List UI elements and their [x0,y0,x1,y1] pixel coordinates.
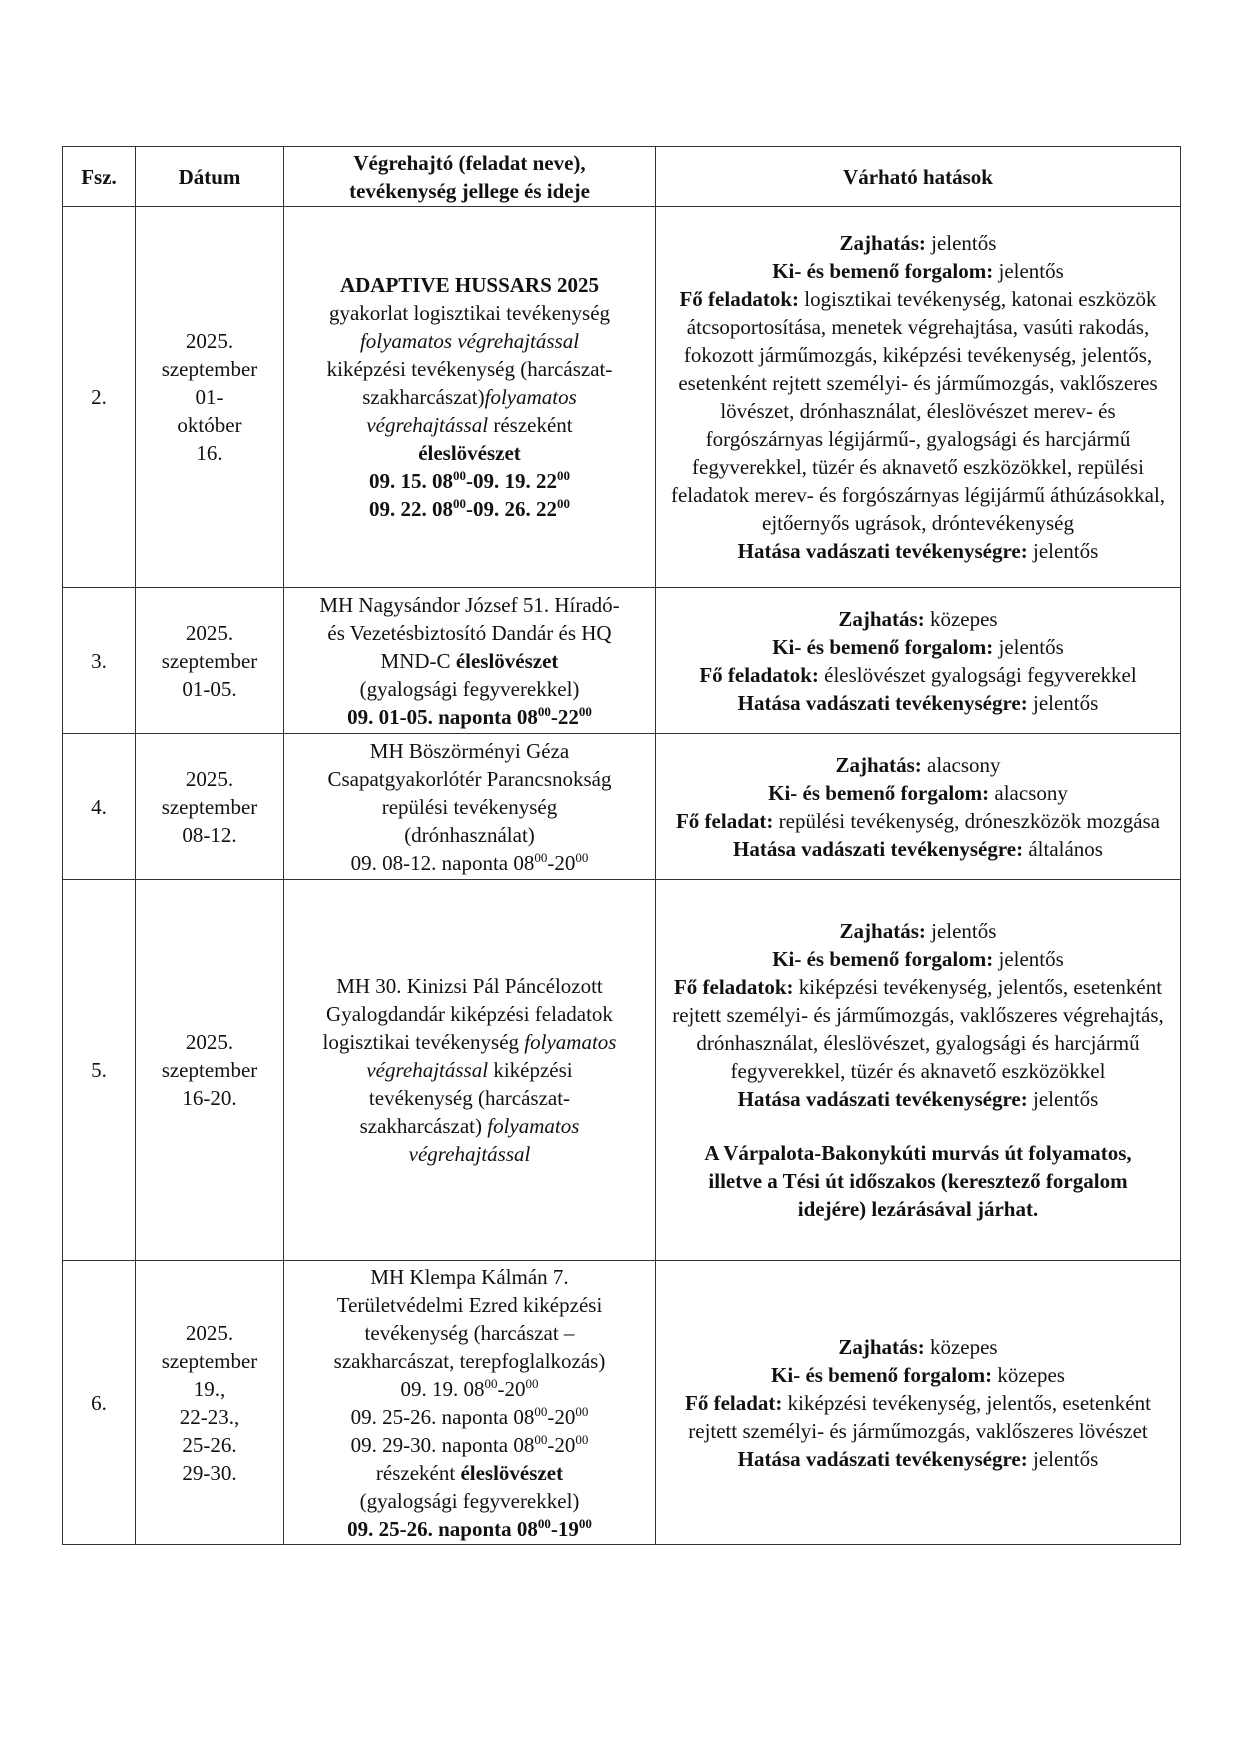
exec-time [288,1431,651,1459]
exec-text: -19 [550,1516,579,1541]
exec-sup: 00 [575,1431,589,1447]
exec-sup: 00 [575,849,589,865]
row-number: 6. [63,1261,136,1545]
effect-noise [660,917,1176,945]
exec-sup: 00 [557,496,570,511]
effect-label: Zajhatás: [835,752,922,777]
exec-text: 09. 25-26. naponta 08 [347,1516,538,1541]
exec-line: MH Nagysándor József 51. Híradó- [319,592,620,617]
effect-value: jelentős [993,947,1064,971]
effect-label: Hatása vadászati tevékenységre: [737,690,1028,715]
effect-label: Fő feladatok: [673,975,794,999]
exec-line: végrehajtással [408,1142,531,1166]
effect-value: közepes [924,606,998,631]
exec-line [288,411,651,439]
exec-text: végrehajtással [366,413,489,437]
table-row [63,588,1181,734]
header-hatasok: Várható hatások [656,147,1181,207]
effect-hunting [660,1445,1176,1473]
effect-label: Fő feladatok: [679,287,800,311]
effect-label: Zajhatás: [839,231,926,255]
road-closure-note: A Várpalota-Bakonykúti murvás út folyamatos, illetve a Tési út időszakos (keresztező forgalom idejére) lezárásával járhat. [704,1141,1132,1221]
row-date [136,588,284,734]
effect-noise [660,605,1176,633]
exec-line [288,1112,651,1140]
effect-value: repülési tevékenység, dróneszközök mozgása [773,808,1161,833]
effect-tasks [660,285,1176,537]
effect-label: Fő feladat: [685,1390,783,1415]
exec-text: -20 [547,1404,576,1429]
exec-time [288,1515,651,1543]
effect-hunting [660,835,1176,863]
effect-value: alacsony [989,780,1068,805]
exec-time [288,495,651,523]
row-number: 4. [63,734,136,880]
effect-value: jelentős [1027,539,1099,563]
exec-line: Területvédelmi Ezred kiképzési [336,1292,603,1317]
effect-hunting [660,689,1176,717]
exec-text: folyamatos [484,385,577,409]
date-line: 2025. [185,620,234,645]
row-effects [656,734,1181,880]
date-line: 2025. [185,1030,234,1054]
exec-text: -22 [550,704,579,729]
exec-text: 09. 19. 08 [400,1376,485,1401]
exec-line: gyakorlat logisztikai tevékenység [328,301,611,325]
exec-time [288,703,651,731]
effect-value: kiképzési tevékenység, jelentős, esetenként rejtett személyi- és járműmozgás, vaklőszeres lövészet [688,1390,1151,1443]
exec-sup: 00 [575,1403,589,1419]
effect-label: Hatása vadászati tevékenységre: [737,539,1028,563]
exec-line: (drónhasználat) [404,822,535,847]
exec-line [288,1056,651,1084]
row-date [136,734,284,880]
exec-sup: 00 [578,1515,592,1531]
effect-label: Hatása vadászati tevékenységre: [737,1087,1028,1111]
exec-text: -20 [547,850,576,875]
date-line: 22-23., [179,1404,240,1429]
row-executor [284,1261,656,1545]
effect-traffic [660,945,1176,973]
effect-value: éleslövészet gyalogsági fegyverekkel [818,662,1137,687]
schedule-table [62,146,1181,1545]
effect-label: Fő feladatok: [699,662,819,687]
date-line: 08-12. [182,822,237,847]
exec-text: MND-C [380,648,456,673]
exec-text: 09. 15. 08 [369,469,453,493]
exec-text: részeként [488,413,573,437]
date-line: szeptember [161,357,258,381]
table-row [63,880,1181,1261]
exec-line: kiképzési tevékenység (harcászat- [326,357,613,381]
effect-noise [660,1333,1176,1361]
effect-label: Ki- és bemenő forgalom: [771,1362,993,1387]
exec-line: Csapatgyakorlótér Parancsnokság [327,766,612,791]
effect-value: közepes [924,1334,998,1359]
exec-sup: 00 [537,703,551,719]
exec-sup: 00 [578,703,592,719]
effect-label: Hatása vadászati tevékenységre: [737,1446,1028,1471]
exec-text: szakharcászat) [359,1114,488,1138]
exec-text: szakharcászat) [362,385,485,409]
exec-line: éleslövészet [418,441,521,465]
exec-text: logisztikai tevékenység [322,1030,525,1054]
effect-value: kiképzési tevékenység, jelentős, esetenként rejtett személyi- és járműmozgás, vaklőszeres végrehajtás, drónhasználat, éleslövészet, gyalogsági és harcjármű fegyverekkel, tüzér és aknavető eszközökkel [672,975,1164,1083]
exec-line: szakharcászat, terepfoglalkozás) [333,1348,606,1373]
effect-hunting [660,1085,1176,1113]
exec-line: folyamatos végrehajtással [359,329,580,353]
effect-label: Fő feladat: [675,808,774,833]
effect-tasks [660,807,1176,835]
row-executor [284,734,656,880]
exec-sup: 00 [534,849,548,865]
table-row [63,734,1181,880]
effect-value: közepes [992,1362,1065,1387]
date-line: 01- [195,385,224,409]
exec-line: tevékenység (harcászat- [368,1086,571,1110]
date-line: 16. [196,441,223,465]
exec-text: részeként [375,1460,461,1485]
effect-tasks [660,973,1176,1085]
effect-label: Zajhatás: [838,1334,925,1359]
effect-label: Ki- és bemenő forgalom: [772,634,994,659]
effect-value: jelentős [1027,1087,1099,1111]
exec-text: végrehajtással [366,1058,489,1082]
table-row [63,207,1181,588]
effect-noise [660,229,1176,257]
effect-noise [660,751,1176,779]
exec-line: MH Klempa Kálmán 7. [370,1264,569,1289]
exec-line: (gyalogsági fegyverekkel) [359,676,580,701]
exec-text: folyamatos [524,1030,617,1054]
row-effects [656,880,1181,1261]
exec-text: folyamatos [487,1114,580,1138]
date-line: 19., [193,1376,226,1401]
exec-text: -20 [547,1432,576,1457]
effect-traffic [660,257,1176,285]
row-number: 3. [63,588,136,734]
exec-line: repülési tevékenység [381,794,558,819]
exec-sup: 00 [484,1375,498,1391]
row-effects [656,588,1181,734]
date-line: 25-26. [182,1432,237,1457]
exec-time [288,1403,651,1431]
table-row [63,1261,1181,1545]
effect-value: alacsony [921,752,1001,777]
exec-line: MH 30. Kinizsi Pál Páncélozott [336,974,603,998]
effect-value: jelentős [925,231,997,255]
spacer [660,1113,1176,1139]
row-date [136,880,284,1261]
exec-text: 09. 01-05. naponta 08 [347,704,538,729]
exec-line: (gyalogsági fegyverekkel) [359,1488,580,1513]
date-line: 2025. [185,1320,234,1345]
exec-line: Gyalogdandár kiképzési feladatok [326,1002,613,1026]
effect-value: jelentős [993,259,1064,283]
row-number: 5. [63,880,136,1261]
exec-line: tevékenység (harcászat – [364,1320,575,1345]
date-line: szeptember [161,648,258,673]
exec-sup: 00 [537,1515,551,1531]
exec-line [288,1028,651,1056]
date-line: szeptember [161,794,258,819]
header-vegrehajto [284,147,656,207]
effect-traffic [660,633,1176,661]
exec-line [288,1459,651,1487]
date-line: 2025. [185,766,234,791]
row-effects [656,1261,1181,1545]
date-line: 16-20. [182,1086,237,1110]
effect-value: jelentős [993,634,1064,659]
header-row [63,147,1181,207]
exec-sup: 00 [453,468,466,483]
exec-sup: 00 [534,1431,548,1447]
header-datum: Dátum [136,147,284,207]
effect-value: jelentős [1027,690,1099,715]
effect-label: Ki- és bemenő forgalom: [768,780,990,805]
row-effects [656,207,1181,588]
effect-label: Zajhatás: [838,606,925,631]
row-executor [284,880,656,1261]
effect-label: Hatása vadászati tevékenységre: [733,836,1024,861]
exec-text: éleslövészet [460,1460,564,1485]
date-line: 01-05. [182,676,237,701]
exec-text: éleslövészet [455,648,559,673]
exec-sup: 00 [453,496,466,511]
effect-value: általános [1023,836,1103,861]
exec-time [288,849,651,877]
header-vegrehajto-line1: Végrehajtó (feladat neve), [353,150,586,175]
exec-text: -09. 26. 22 [466,497,557,521]
effect-value: jelentős [925,919,997,943]
header-vegrehajto-line2: tevékenység jellege és ideje [349,178,590,203]
date-line: szeptember [161,1058,258,1082]
date-line: 2025. [185,329,234,353]
row-executor [284,207,656,588]
effect-traffic [660,779,1176,807]
exec-sup: 00 [525,1375,539,1391]
exec-line: és Vezetésbiztosító Dandár és HQ [327,620,612,645]
exec-text: -20 [497,1376,526,1401]
effect-tasks [660,1389,1176,1445]
exec-line [288,647,651,675]
date-line: október [177,413,242,437]
exec-text: kiképzési [488,1058,573,1082]
exec-time [288,1375,651,1403]
date-line: szeptember [161,1348,258,1373]
effect-label: Zajhatás: [839,919,926,943]
exec-sup: 00 [534,1403,548,1419]
exec-text: 09. 22. 08 [369,497,453,521]
effect-label: Ki- és bemenő forgalom: [772,259,994,283]
exec-text: 09. 29-30. naponta 08 [350,1432,535,1457]
effect-hunting [660,537,1176,565]
row-executor [284,588,656,734]
row-date [136,1261,284,1545]
exec-text: -09. 19. 22 [466,469,557,493]
effect-value: jelentős [1027,1446,1099,1471]
exec-time [288,467,651,495]
exec-line: MH Böszörményi Géza [369,738,570,763]
row-date [136,207,284,588]
exercise-title: ADAPTIVE HUSSARS 2025 [339,273,600,297]
effect-traffic [660,1361,1176,1389]
exec-text: 09. 25-26. naponta 08 [350,1404,535,1429]
effect-tasks [660,661,1176,689]
exec-line [288,383,651,411]
date-line: 29-30. [182,1460,237,1485]
effect-label: Ki- és bemenő forgalom: [772,947,994,971]
exec-text: 09. 08-12. naponta 08 [350,850,535,875]
header-fsz: Fsz. [63,147,136,207]
row-number: 2. [63,207,136,588]
effect-value: logisztikai tevékenység, katonai eszközök átcsoportosítása, menetek végrehajtása, vasúti rakodás, fokozott járműmozgás, kiképzési tevékenység, jelentős, esetenként rejtett személyi- és járműmozgás, vaklőszeres lövészet, drónhasználat, éleslövészet merev- és forgószárnyas légijármű-, gyalogsági és harcjármű fegyverekkel, tüzér és aknavető eszközökkel, repülési feladatok merev- és forgószárnyas légijármű áthúzásokkal, ejtőernyős ugrások, dróntevékenység [670,287,1166,535]
exec-sup: 00 [557,468,570,483]
